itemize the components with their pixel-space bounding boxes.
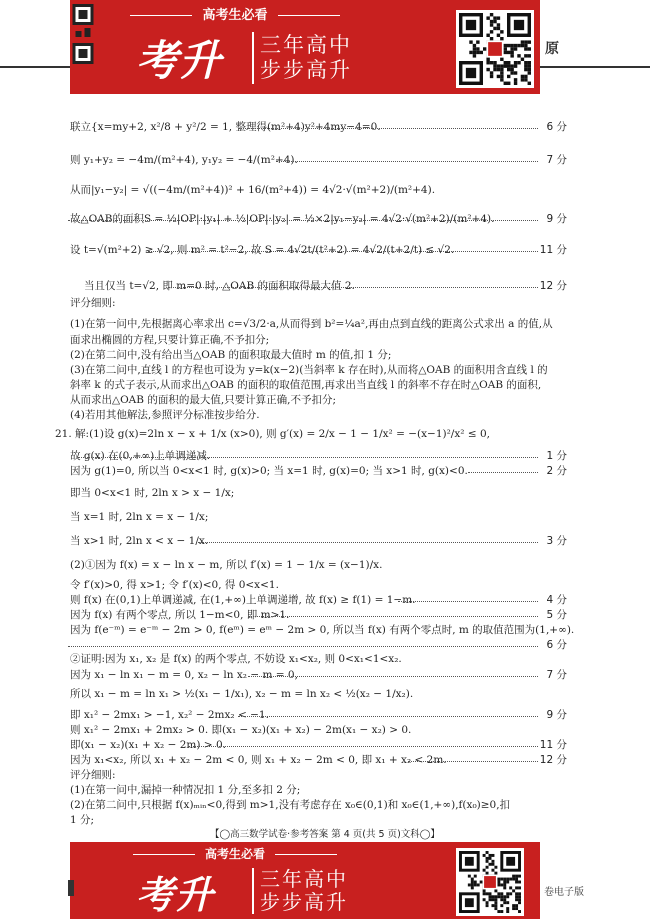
answer-line: 评分细则: [70,297,116,309]
answer-line: (2)①因为 f(x) = x − ln x − m, 所以 f′(x) = 1 − 1/x = (x−1)/x. [70,559,383,571]
answer-line: 则 x₁² − 2mx₁ + 2mx₂ > 0. 即(x₁ − x₂)(x₁ + x₂) − 2m(x₁ − x₂) > 0. [70,724,412,736]
answer-line: 即 x₁² − 2mx₁ > −1, x₂² − 2mx₂ < −1. [70,709,269,721]
answer-line: (1)在第一问中,漏掉一种情况扣 1 分,至多扣 2 分; [70,784,301,796]
answer-line: 21. 解:(1)设 g(x)=2ln x − x + 1/x (x>0), 则 g′(x) = 2/x − 1 − 1/x² = −(x−1)²/x² ≤ 0, [55,428,490,440]
answer-line: 从而|y₁−y₂| = √((−4m/(m²+4))² + 16/(m²+4)) = 4√2·√(m²+2)/(m²+4). [70,184,436,196]
answer-line: 当 x=1 时, 2ln x = x − 1/x; [70,511,209,523]
score-label: 6 分 [546,121,567,133]
answer-line: 即当 0<x<1 时, 2ln x > x − 1/x; [70,487,235,499]
answer-line: 面求出椭圆的方程,只要计算正确,不予扣分; [70,334,270,346]
answer-line: (4)若用其他解法,参照评分标准按步给分. [70,409,260,421]
edge-text: 原 [545,41,559,57]
banner-logo: 考升 [136,873,215,917]
leader-dots [238,708,538,717]
score-label: 11 分 [539,739,567,751]
answer-line: 斜率 k 的式子表示,从而求出△OAB 的面积的取值范围,再求出当直线 l 的斜率不存在时△OAB 的面积, [70,379,542,391]
answer-line: 因为 x₁ − ln x₁ − m = 0, x₂ − ln x₂ − m = 0, [70,669,298,681]
score-label: 9 分 [546,213,567,225]
page-footer: 【◯高三数学试卷·参考答案 第 4 页(共 5 页)文科◯】 [210,829,440,840]
score-label: 9 分 [546,709,567,721]
banner-heading: 高考生必看 [70,4,400,23]
score-label: 11 分 [539,244,567,256]
answer-line: (2)在第二问中,没有给出当△OAB 的面积取最大值时 m 的值,扣 1 分; [70,349,392,361]
answer-line: 故 g(x) 在(0,+∞)上单调递减. [70,450,211,462]
answer-line: 从而求出△OAB 的面积的最大值,只要计算正确,不予扣分; [70,394,337,406]
score-label: 6 分 [546,639,567,651]
answer-line: 因为 g(1)=0, 所以当 0<x<1 时, g(x)>0; 当 x=1 时, g(x)=0; 当 x>1 时, g(x)<0. [70,465,468,477]
banner-slogan: 三年高中 步步高升 [260,867,348,914]
answer-line: 则 f(x) 在(0,1)上单调递减, 在(1,+∞)上单调递增, 故 f(x) ≥ f(1) = 1−m. [70,594,416,606]
score-label: 7 分 [546,669,567,681]
answer-line: 1 分; [70,814,95,826]
score-label: 4 分 [546,594,567,606]
score-label: 12 分 [539,754,567,766]
score-label: 5 分 [546,609,567,621]
answer-line: (1)在第一问中,先根据离心率求出 c=√3/2·a,从而得到 b²=¼a²,再由点到直线的距离公式求出 a 的值,从 [70,318,553,330]
banner-heading: 高考生必看 [70,845,400,862]
answer-line: 令 f′(x)>0, 得 x>1; 令 f′(x)<0, 得 0<x<1. [70,579,279,591]
leader-dots [276,153,538,162]
score-label: 12 分 [539,280,567,292]
leader-dots [78,449,538,458]
score-label: 2 分 [546,465,567,477]
leader-dots [148,243,538,252]
score-label: 1 分 [546,450,567,462]
answer-line: 当 x>1 时, 2ln x < x − 1/x. [70,535,209,547]
answer-line: 因为 f(e⁻ᵐ) = e⁻ᵐ − 2m > 0, f(eᵐ) = eᵐ − 2m > 0, 所以当 f(x) 有两个零点时, m 的取值范围为(1,+∞). [70,624,575,636]
answer-line: 当且仅当 t=√2, 即 m=0 时, △OAB 的面积取得最大值 2. [84,280,355,292]
leader-dots [468,464,538,473]
leader-dots [248,668,538,677]
score-label: 7 分 [546,154,567,166]
score-label: 3 分 [546,535,567,547]
answer-line: 因为 f(x) 有两个零点, 所以 1−m<0, 即 m>1. [70,609,290,621]
leader-dots [398,593,538,602]
answer-line: (3)在第二问中,直线 l 的方程也可设为 y=k(x−2)(当斜率 k 存在时),从而将△OAB 的面积用含直线 l 的 [70,364,548,376]
leader-dots [408,753,538,762]
answer-line: 因为 x₁<x₂, 所以 x₁ + x₂ − 2m < 0, 则 x₁ + x₂ − 2m < 0, 即 x₁ + x₂ < 2m. [70,754,447,766]
answer-line: 设 t=√(m²+2) ≥ √2, 则 m² = t²−2, 故 S = 4√2t/(t²+2) = 4√2/(t+2/t) ≤ √2. [70,244,455,256]
answer-line: 评分细则: [70,769,116,781]
answer-line: 所以 x₁ − m = ln x₁ > ½(x₁ − 1/x₁), x₂ − m = ln x₂ < ½(x₂ − 1/x₂). [70,688,414,700]
leader-dots [168,279,538,288]
leader-dots [68,212,538,221]
edge-footer-text: 卷电子版 [544,887,584,898]
answer-line: 即(x₁ − x₂)(x₁ + x₂ − 2m) > 0. [70,739,226,751]
answer-line: (2)在第二问中,只根据 f(x)ₘᵢₙ<0,得到 m>1,没有考虑存在 x₀∈(0,1)和 x₀∈(1,+∞),f(x₀)≥0,扣 [70,799,511,811]
banner-logo: 考升 [136,36,223,85]
leader-dots [198,534,538,543]
leader-dots [188,738,538,747]
leader-dots [238,120,538,129]
answer-line: ②证明:因为 x₁, x₂ 是 f(x) 的两个零点, 不妨设 x₁<x₂, 则 0<x₁<1<x₂. [70,653,402,665]
leader-dots [248,608,538,617]
banner-slogan: 三年高中 步步高升 [260,33,352,82]
answer-line: 故△OAB的面积S = ½|OP|·|y₁| + ½|OP|·|y₂| = ½×2|y₁−y₂| = 4√2·√(m²+2)/(m²+4). [70,213,495,225]
answer-line: 则 y₁+y₂ = −4m/(m²+4), y₁y₂ = −4/(m²+4). [70,154,298,166]
leader-dots [68,638,538,647]
answer-line: 联立{x=my+2, x²/8 + y²/2 = 1, 整理得(m²+4)y²+4my−4=0. [70,121,381,133]
